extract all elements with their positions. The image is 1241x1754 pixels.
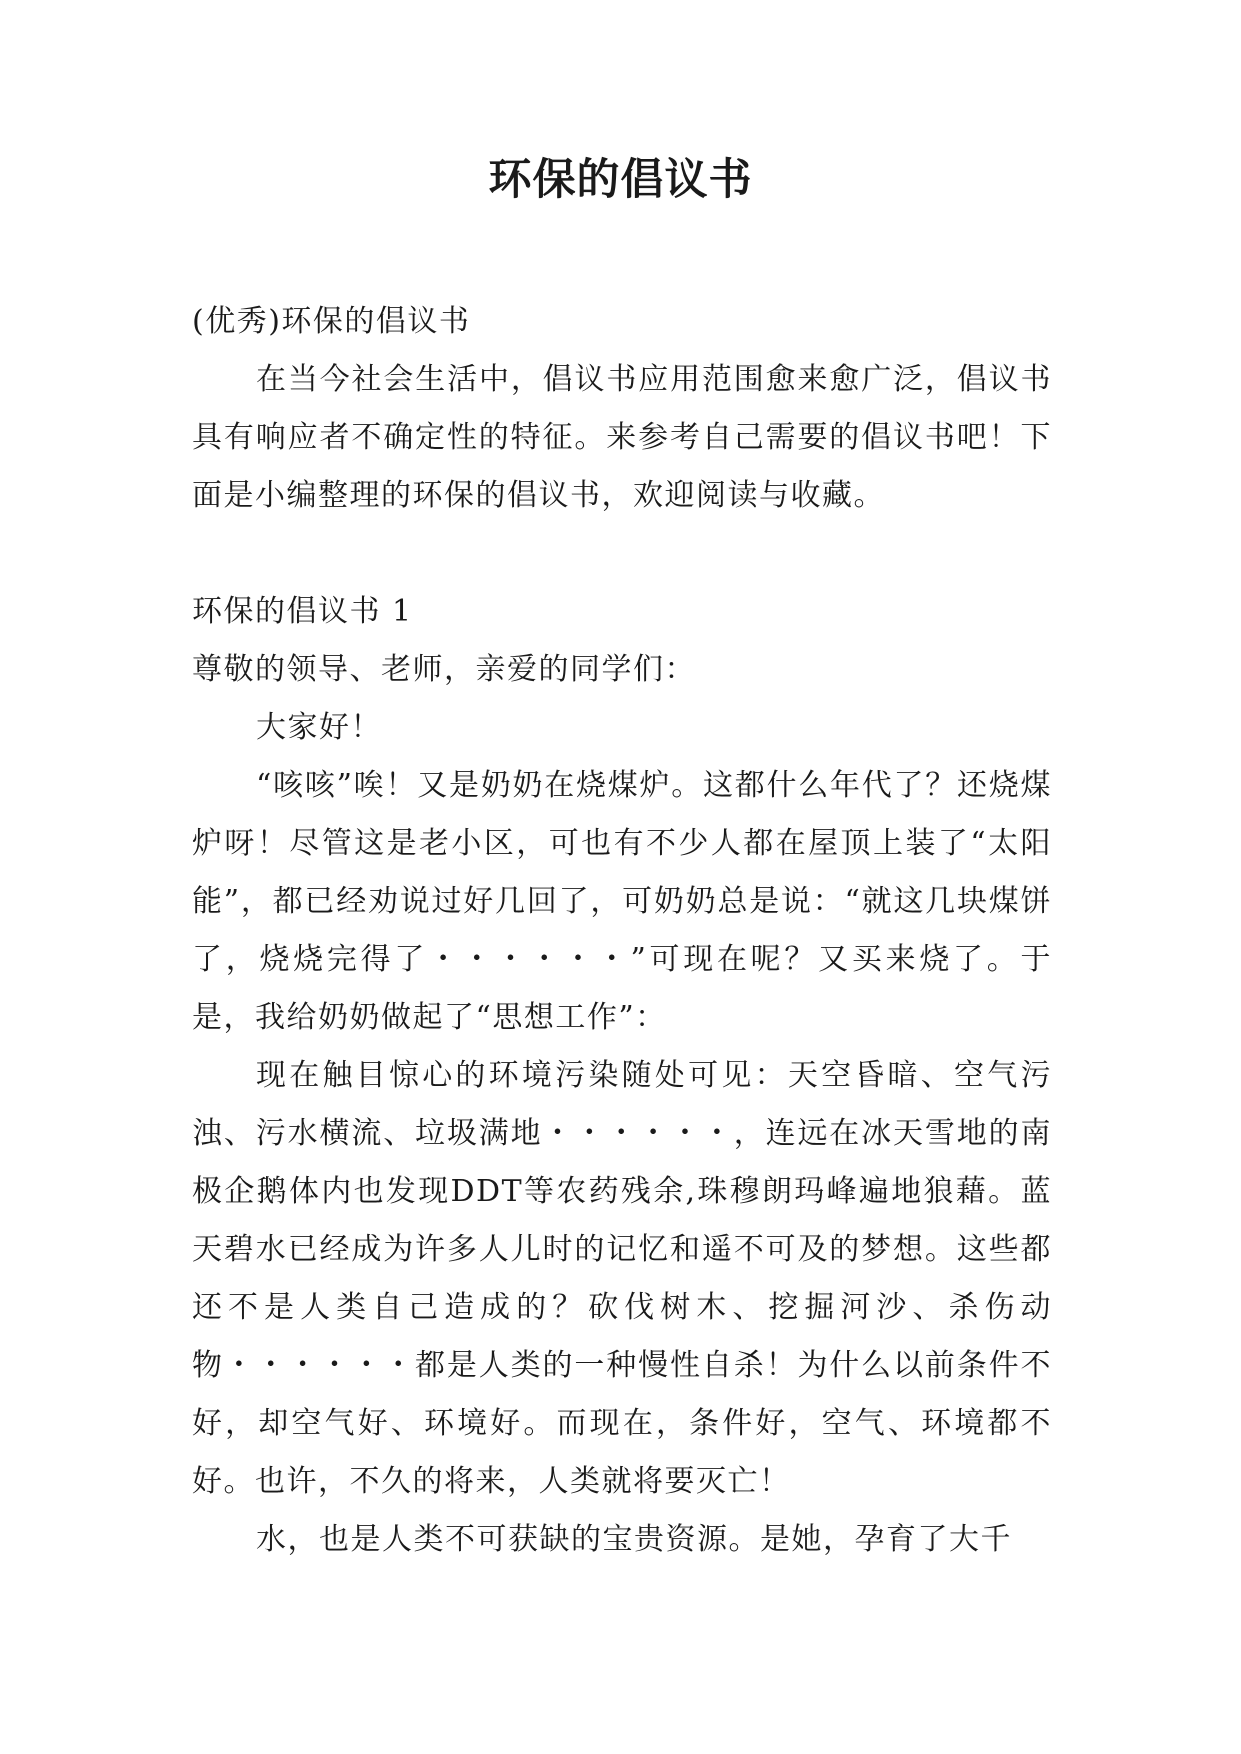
document-title: 环保的倡议书 xyxy=(488,155,753,205)
document-subtitle: (优秀)环保的倡议书 xyxy=(192,304,471,339)
body-paragraph: “咳咳”唉！又是奶奶在烧煤炉。这都什么年代了？还烧煤炉呀！尽管这是老小区，可也有不少人都在屋顶上装了“太阳能”，都已经劝说过好几回了，可奶奶总是说：“就这几块煤饼了，烧烧完得了・・・・・・”可现在呢？又买来烧了。于是，我给奶奶做起了“思想工作”： xyxy=(192,768,1052,1035)
body-paragraph: 现在触目惊心的环境污染随处可见：天空昏暗、空气污浊、污水横流、垃圾满地・・・・・・，连远在冰天雪地的南极企鹅体内也发现DDT等农药残余,珠穆朗玛峰遍地狼藉。蓝天碧水已经成为许多人儿时的记忆和遥不可及的梦想。这些都还不是人类自己造成的？砍伐树木、挖掘河沙、杀伤动物・・・・・・都是人类的一种慢性自杀！为什么以前条件不好，却空气好、环境好。而现在，条件好，空气、环境都不好。也许，不久的将来，人类就将要灭亡！ xyxy=(192,1058,1052,1499)
paragraph-gap xyxy=(192,525,1052,583)
body-paragraph: 水，也是人类不可获缺的宝贵资源。是她，孕育了大千 xyxy=(256,1522,1012,1557)
greeting: 大家好！ xyxy=(256,710,382,745)
salutation: 尊敬的领导、老师，亲爱的同学们： xyxy=(192,652,696,687)
intro-paragraph: 在当今社会生活中，倡议书应用范围愈来愈广泛，倡议书具有响应者不确定性的特征。来参考自己需要的倡议书吧！下面是小编整理的环保的倡议书，欢迎阅读与收藏。 xyxy=(192,362,1052,513)
document-body xyxy=(192,293,1052,1569)
section-title: 环保的倡议书 1 xyxy=(192,594,413,629)
